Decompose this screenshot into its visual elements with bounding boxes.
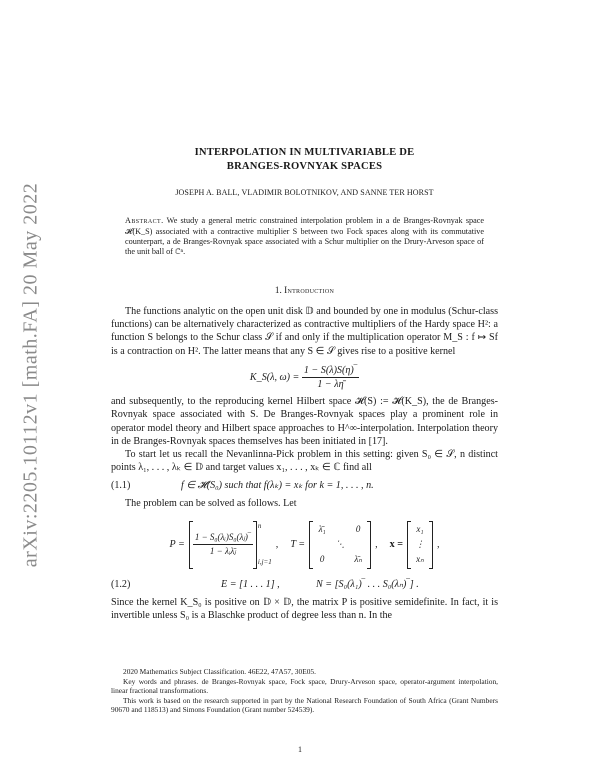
- P-denominator: 1 − λᵢλ̄ⱼ: [209, 546, 236, 557]
- paper-title: [111, 146, 498, 174]
- author-list: JOSEPH A. BALL, VLADIMIR BOLOTNIKOV, AND SANNE TER HORST: [175, 188, 434, 197]
- E-definition: E = [1 . . . 1] ,: [221, 578, 280, 590]
- section-title: Introduction: [284, 284, 335, 295]
- footnote-funding: This work is based on the research supported in part by the National Research Foundation of South Africa (Grant Numbers 90670 and 118513) and Simons Foundation (Grant number 524539).: [111, 695, 498, 715]
- footnote-keywords: Key words and phrases. de Branges-Rovnyak space, Fock space, Drury-Arveson space, operator-argument interpolation, linear fractional transformations.: [111, 676, 498, 696]
- P-lhs: P =: [169, 539, 185, 551]
- paragraph-1: The functions analytic on the open unit disk 𝔻 and bounded by one in modulus (Schur-class functions) can be alternatively characterized as contractive multipliers of the Hardy space H²: a function S belongs to the Schur class 𝒮 if and only if the multiplication operator M_S : f ↦ Sf is a contraction on H². The latter means that any S ∈ 𝒮 gives rise to a positive kernel: [111, 306, 498, 357]
- kernel-equation: [111, 364, 498, 391]
- right-bracket: [367, 521, 371, 569]
- equation-1-1: [111, 477, 498, 494]
- section-heading: [111, 284, 498, 297]
- paragraph-2: and subsequently, to the reproducing kernel Hilbert space 𝓗(S) := 𝓗(K_S), the de Branges-Rovnyak space associated with S. De Branges-Rovnyak spaces play a prominent role in operator model theory and Hilbert space approaches to H^∞-interpolation. Interpolation theory in de Branges-Rovnyak spaces themselves has been initiated in [17].: [111, 396, 498, 447]
- x-vector: [407, 521, 433, 569]
- x-entry-1: x₁: [416, 524, 424, 535]
- page-number: 1: [298, 745, 302, 754]
- paragraph-3: To start let us recall the Nevanlinna-Pick problem in this setting: given S₀ ∈ 𝒮, n distinct points λ₁, . . . , λₖ ∈ 𝔻 and target values x₁, . . . , xₖ ∈ ℂ find all: [111, 449, 498, 474]
- T-diag-n: λ̄ₙ: [354, 554, 362, 565]
- T-zero-lower: 0: [319, 554, 325, 565]
- T-matrix: [309, 521, 371, 569]
- P-subscript: i,j=1: [257, 558, 272, 567]
- equation-number-1-2: (1.2): [111, 578, 131, 590]
- x-lhs: x =: [389, 539, 403, 551]
- arxiv-sidebar: [4, 170, 58, 580]
- arxiv-identifier: arXiv:2205.10112v1 [math.FA] 20 May 2022: [19, 182, 42, 568]
- P-numerator: 1 − S₀(λᵢ)S₀(λⱼ)‾: [193, 531, 253, 545]
- abstract: [125, 216, 484, 258]
- section-number: 1.: [274, 284, 282, 295]
- T-diag-1: λ̄₁: [318, 524, 326, 535]
- matrix-definitions: P = $\frac{\text{1 − S₀(λᵢ)S₀(λⱼ)‾}}{\text{1 − λᵢλ̄ⱼ}}$ n i,j=1 , T = λ̄₁ 0 ⋱ 0 λ̄ₙ , x = x₁ ⋮ xₙ ,: [111, 517, 498, 573]
- equation-number-1-1: (1.1): [111, 480, 131, 492]
- N-definition: N = [S₀(λ₁)‾ . . . S₀(λₙ)‾] .: [316, 578, 419, 590]
- T-dots: ⋱: [335, 539, 345, 550]
- right-bracket: [429, 521, 433, 569]
- x-vdots: ⋮: [415, 539, 425, 550]
- P-superscript: n: [257, 521, 262, 530]
- footnote-msc: 2020 Mathematics Subject Classification. 46E22, 47A57, 30E05.: [123, 667, 316, 676]
- abstract-label: Abstract.: [125, 216, 164, 226]
- kernel-lhs: K_S(λ, ω) =: [249, 371, 300, 383]
- P-matrix: [189, 520, 272, 570]
- abstract-text: We study a general metric constrained interpolation problem in a de Branges-Rovnyak space 𝓗(K_S) associated with a contractive multiplier S between two Fock spaces along with its commutative counterpart, a de Branges-Rovnyak space associated with a Schur multiplier on the Drury-Arveson space of the unit ball of ℂⁿ.: [125, 216, 484, 257]
- T-zero-upper: 0: [355, 524, 361, 535]
- title-line-1: INTERPOLATION IN MULTIVARIABLE DE: [194, 147, 415, 158]
- kernel-fraction: [302, 364, 359, 391]
- equation-body-1-1: f ∈ 𝓗(S₀) such that f(λₖ) = xₖ for k = 1, . . . , n.: [181, 480, 374, 492]
- x-entry-n: xₙ: [416, 554, 424, 565]
- T-lhs: T =: [290, 539, 306, 551]
- equation-1-2: [111, 576, 498, 593]
- footnotes: [111, 667, 498, 715]
- right-bracket: [253, 521, 257, 569]
- kernel-denominator: 1 − λη̄: [317, 379, 344, 391]
- title-line-2: BRANGES-ROVNYAK SPACES: [226, 161, 383, 172]
- paragraph-4: The problem can be solved as follows. Let: [125, 498, 297, 510]
- paper-page: [111, 146, 498, 622]
- kernel-numerator: 1 − S(λ)S(η)‾: [302, 364, 359, 378]
- paragraph-5: Since the kernel K_S₀ is positive on 𝔻 × 𝔻, the matrix P is positive semidefinite. In fact, it is invertible unless S₀ is a Blaschke product of degree less than n. In the: [111, 596, 498, 621]
- P-fraction: [193, 531, 253, 558]
